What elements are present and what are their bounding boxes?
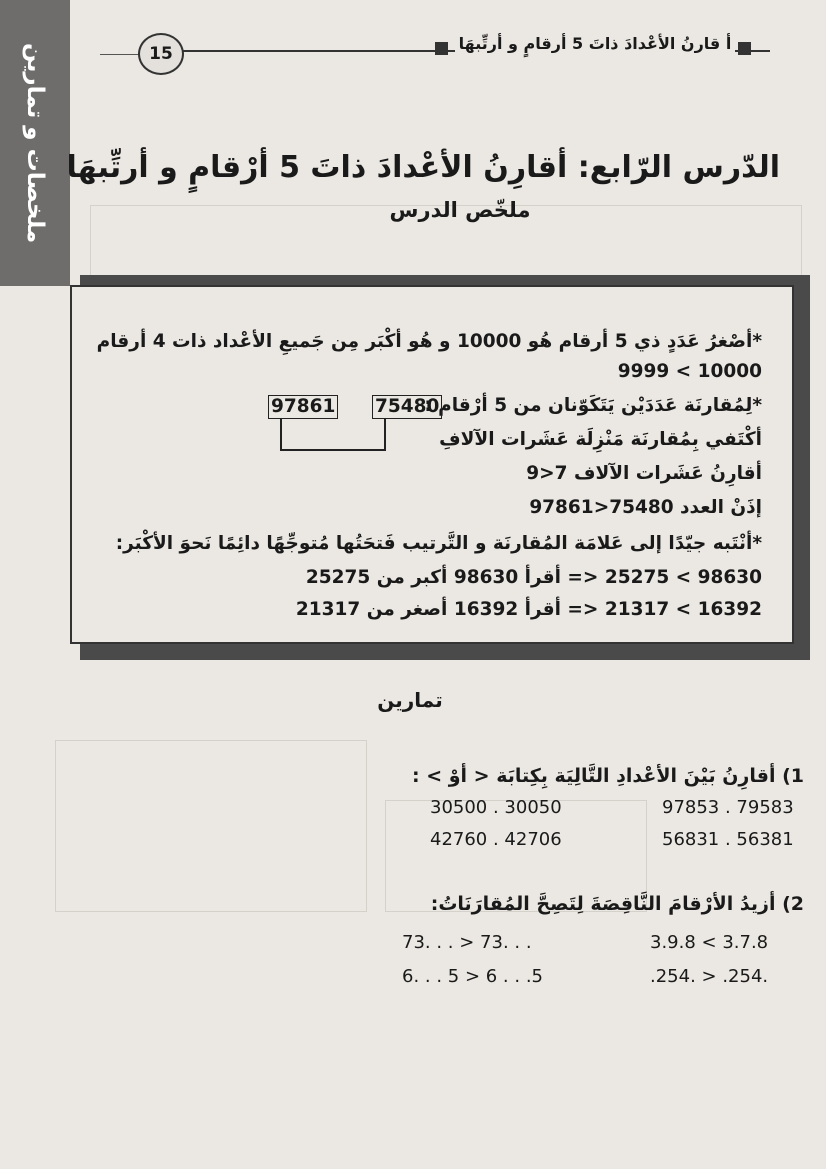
summary-line-7: *أنْتَبه جيّدًا إلى عَلامَة المُقارنَة و التَّرتيب فَتحَتُها مُتوجِّهًا دائِمًا نَحوَ الأكْبَر: <box>115 533 762 554</box>
summary-line-4: أكْتَفي بِمُقارنَة مَنْزِلَة عَشَرات الآلافِ <box>439 429 762 450</box>
exercise-2-prompt: 2) أزيدُ الأرْقامَ النَّاقِصَةَ لِتَصِحَّ المُقارَنَاتُ: <box>430 893 804 915</box>
summary-line-5: أقارِنُ عَشَرات الآلاف 7<9 <box>526 463 762 484</box>
summary-line-3-label: *لِمُقارنَة عَدَدَيْن يَتَكَوّنان من 5 أرْقام : <box>424 395 762 416</box>
header-title: أ قارنُ الأعْدادَ ذاتَ 5 أرقامٍ و أرتِّبهَا <box>455 34 735 53</box>
header-rule-left <box>100 54 140 55</box>
bracket-bottom <box>280 449 386 451</box>
summary-box <box>70 285 794 644</box>
page-number: 15 <box>138 33 184 75</box>
summary-line-9: 16392 > 21317 <= أقرأ 16392 أصغر من 21317 <box>295 599 762 620</box>
header-square-right <box>738 42 751 55</box>
exercise-1-item: 56831 . 56381 <box>662 829 794 850</box>
bracket-left <box>280 419 282 451</box>
show-through-text <box>756 112 766 130</box>
summary-line-8: 98630 > 25275 <= أقرأ 98630 أكبر من 25275 <box>305 567 762 588</box>
exercises-heading: تمارين <box>377 688 443 712</box>
exercise-1-item: 30500 . 30050 <box>430 797 562 818</box>
side-tab-label: ملخصات و تمارين <box>22 42 48 244</box>
compare-number-a: 75480 <box>372 395 442 419</box>
summary-line-2: 10000 > 9999 <box>617 361 762 382</box>
exercise-1-prompt: 1) أقارِنُ بَيْنَ الأعْدادِ التَّالِيَة بِكِتابَة < أوْ > : <box>411 765 804 787</box>
summary-line-6: إذَنْ العدد 75480<97861 <box>529 497 762 518</box>
summary-heading: ملخّص الدرس <box>389 198 531 222</box>
exercise-2-item: 73. . . > 73. . . <box>402 932 532 953</box>
lesson-title: الدّرس الرّابع: أقارِنُ الأعْدادَ ذاتَ 5 أرْقامٍ و أرتِّبهَا <box>66 150 780 185</box>
summary-line-1: *أصْغرُ عَدَدٍ ذي 5 أرقام هُو 10000 و هُو أكْبَر مِن جَميعِ الأعْداد ذات 4 أرقام <box>96 331 762 352</box>
compare-number-b: 97861 <box>268 395 338 419</box>
header-square-left <box>435 42 448 55</box>
bracket-right <box>384 419 386 451</box>
show-through-table <box>55 740 367 912</box>
exercise-1-item: 42760 . 42706 <box>430 829 562 850</box>
exercise-1-item: 97853 . 79583 <box>662 797 794 818</box>
exercise-2-item: 3.9.8 < 3.7.8 <box>650 932 769 953</box>
side-tab <box>0 0 70 286</box>
exercise-2-item: .254. > .254. <box>650 966 769 987</box>
exercise-2-item: 6. . . 5 > 6 . . .5 <box>402 966 543 987</box>
